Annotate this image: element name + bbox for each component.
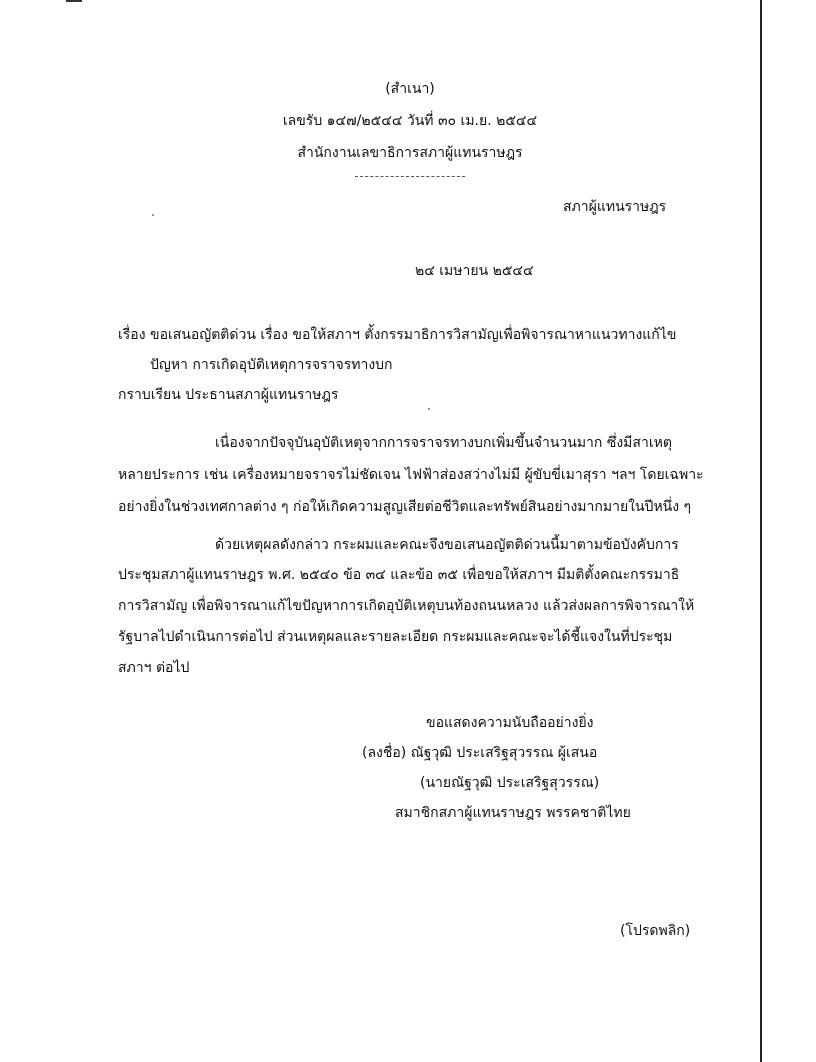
body-para2-line3: การวิสามัญ เพื่อพิจารณาแก้ไขปัญหาการเกิดอุบัติเหตุบนท้องถนนหลวง แล้วส่งผลการพิจารณาให้ [118, 598, 695, 614]
scan-speck [428, 408, 430, 410]
turn-over-note: (โปรดพลิก) [620, 923, 691, 939]
body-para2-line4: รัฐบาลไปดำเนินการต่อไป ส่วนเหตุผลและรายละเอียด กระผมและคณะจะได้ชี้แจงในที่ประชุม [118, 629, 673, 645]
receipt-line: เลขรับ ๑๔๗/๒๕๔๔ วันที่ ๓๐ เม.ย. ๒๕๔๔ [282, 113, 538, 129]
body-para1-line3: อย่างยิ่งในช่วงเทศกาลต่าง ๆ ก่อให้เกิดความสูญเสียต่อชีวิตและทรัพย์สินอย่างมากมายในปีหนึ่ง ๆ [118, 499, 692, 515]
copy-label: (สำเนา) [385, 81, 435, 97]
signer-position: สมาชิกสภาผู้แทนราษฎร พรรคชาติไทย [395, 805, 631, 821]
signer-name: (นายณัฐวุฒิ ประเสริฐสุวรรณ) [420, 775, 600, 791]
scan-mark [66, 0, 82, 2]
subject-line-2: ปัญหา การเกิดอุบัติเหตุการจราจรทางบก [150, 357, 393, 373]
office-name: สำนักงานเลขาธิการสภาผู้แทนราษฎร [297, 145, 523, 161]
body-para1-line1: เนื่องจากปัจจุบันอุบัติเหตุจากการจราจรทางบกเพิ่มขึ้นจำนวนมาก ซึ่งมีสาเหตุ [215, 435, 672, 451]
signature-line: (ลงชื่อ) ณัฐวุฒิ ประเสริฐสุวรรณ ผู้เสนอ [362, 745, 598, 761]
letter-date: ๒๔ เมษายน ๒๕๔๔ [415, 263, 534, 279]
addressee-org: สภาผู้แทนราษฎร [563, 199, 667, 215]
closing-regards: ขอแสดงความนับถืออย่างยิ่ง [426, 715, 594, 731]
body-para2-line5: สภาฯ ต่อไป [118, 660, 190, 676]
scan-edge-line [760, 0, 762, 1062]
salutation: กราบเรียน ประธานสภาผู้แทนราษฎร [118, 387, 339, 403]
subject-line-1: เรื่อง ขอเสนอญัตติด่วน เรื่อง ขอให้สภาฯ ตั้งกรรมาธิการวิสามัญเพื่อพิจารณาหาแนวทางแก้ไข [118, 327, 677, 343]
body-para1-line2: หลายประการ เช่น เครื่องหมายจราจรไม่ชัดเจน ไฟฟ้าส่องสว่างไม่มี ผู้ขับขี่เมาสุรา ฯลฯ โดยเฉพาะ [118, 467, 704, 483]
body-para2-line1: ด้วยเหตุผลดังกล่าว กระผมและคณะจึงขอเสนอญัตติด่วนนี้มาตามข้อบังคับการ [215, 537, 679, 553]
separator-line [355, 176, 465, 177]
scan-speck [152, 214, 154, 216]
body-para2-line2: ประชุมสภาผู้แทนราษฎร พ.ศ. ๒๕๔๐ ข้อ ๓๔ และข้อ ๓๕ เพื่อขอให้สภาฯ มีมติตั้งคณะกรรมาธิ [118, 567, 680, 583]
